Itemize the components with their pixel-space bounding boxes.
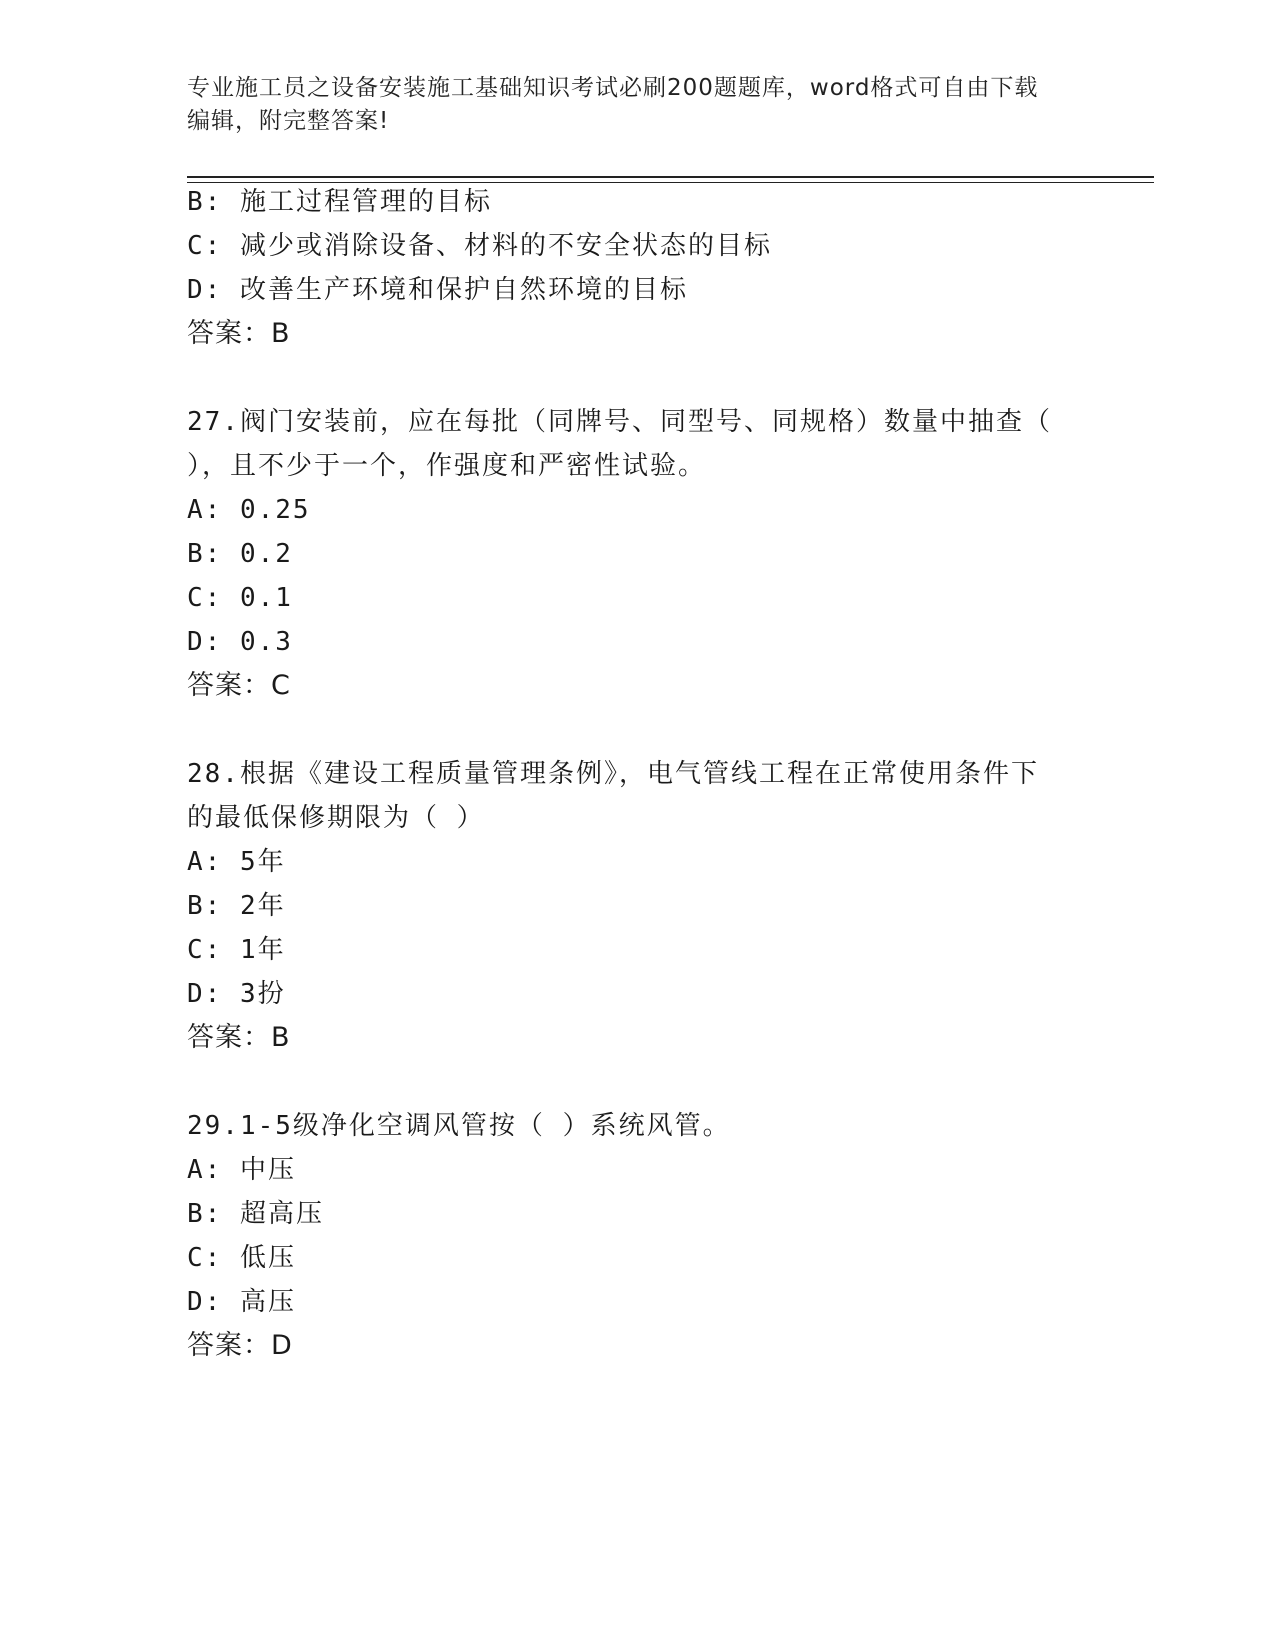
q28-option-a: A: 5年	[187, 847, 286, 877]
q28-answer: 答案：B	[187, 1022, 291, 1053]
q29-option-c: C: 低压	[187, 1243, 296, 1273]
q28-option-b: B: 2年	[187, 891, 286, 921]
q28-option-c: C: 1年	[187, 935, 286, 965]
q27-option-b: B: 0.2	[187, 539, 293, 569]
q26-option-d: D: 改善生产环境和保护自然环境的目标	[187, 275, 688, 305]
q28-option-d: D: 3扮	[187, 979, 286, 1009]
q26-option-b: B: 施工过程管理的目标	[187, 187, 492, 217]
q27-option-a: A: 0.25	[187, 495, 311, 525]
q27-stem-line-2: ），且不少于一个，作强度和严密性试验。	[187, 451, 707, 481]
q26-answer: 答案：B	[187, 318, 291, 349]
q27-stem-line-1: 27.阀门安装前，应在每批（同牌号、同型号、同规格）数量中抽查（	[187, 407, 1052, 437]
q27-answer: 答案：C	[187, 670, 291, 701]
header-title-line-1: 专业施工员之设备安装施工基础知识考试必刷200题题库，word格式可自由下载	[187, 75, 1039, 101]
q29-option-a: A: 中压	[187, 1155, 296, 1185]
q27-option-c: C: 0.1	[187, 583, 293, 613]
q28-stem-line-1: 28.根据《建设工程质量管理条例》，电气管线工程在正常使用条件下	[187, 759, 1039, 789]
document-header	[187, 72, 1087, 138]
q29-option-d: D: 高压	[187, 1287, 296, 1317]
header-divider-thick	[187, 176, 1154, 178]
q26-option-c: C: 减少或消除设备、材料的不安全状态的目标	[187, 231, 772, 261]
q27-option-d: D: 0.3	[187, 627, 293, 657]
q29-answer: 答案：D	[187, 1330, 293, 1361]
q28-stem-line-2: 的最低保修期限为（ ）	[187, 803, 485, 833]
header-title-line-2: 编辑，附完整答案!	[187, 108, 390, 134]
q29-option-b: B: 超高压	[187, 1199, 324, 1229]
q29-stem-line-1: 29.1-5级净化空调风管按（ ）系统风管。	[187, 1111, 731, 1141]
